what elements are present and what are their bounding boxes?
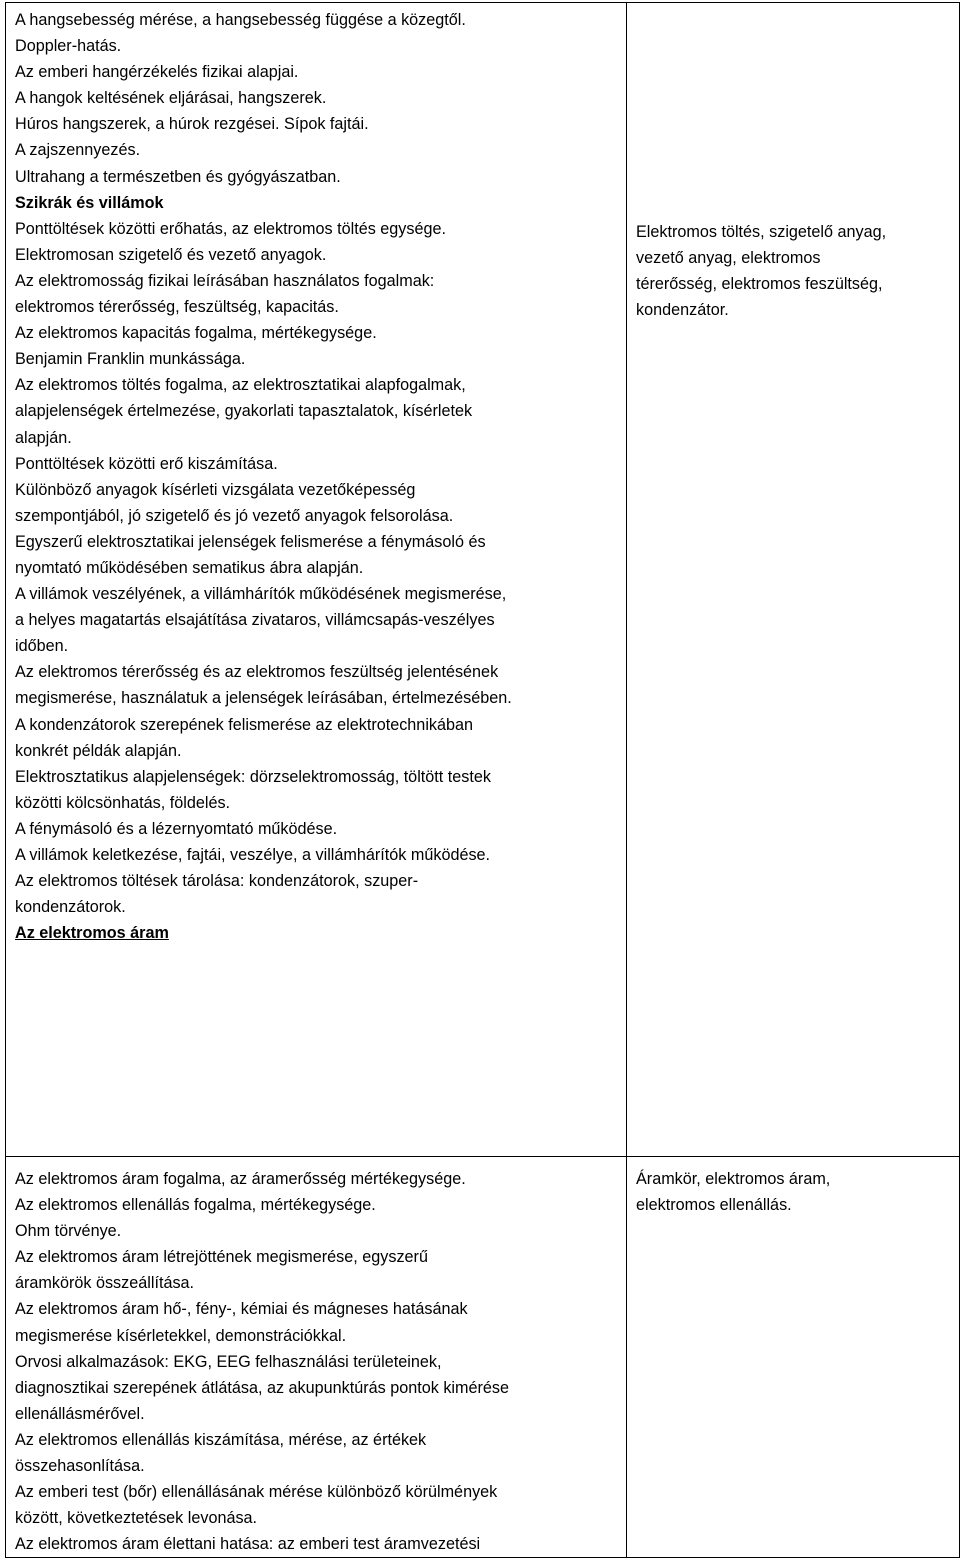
topic-line: elektromos térerősség, feszültség, kapacitás. [15,298,339,317]
topic-line: kondenzátorok. [15,898,126,917]
topic-line: Benjamin Franklin munkássága. [15,350,246,369]
topic-line: Az elektromosság fizikai leírásában használatos fogalmak: [15,271,435,290]
topic-line: megismerése kísérletekkel, demonstrációkkal. [15,1326,347,1345]
concept-line: kondenzátor. [636,301,729,320]
topic-line: Az elektromos áram létrejöttének megismerése, egyszerű [15,1248,428,1267]
topic-line: Húros hangszerek, a húrok rezgései. Sípok fajtái. [15,115,369,134]
topic-line: Ultrahang a természetben és gyógyászatban. [15,167,341,186]
topic-line: Ohm törvénye. [15,1222,122,1241]
topic-line: A villámok keletkezése, fajtái, veszélye, a villámhárítók működése. [15,846,491,864]
topic-line: időben. [15,637,69,656]
topic-line: Elektromosan szigetelő és vezető anyagok. [15,245,327,264]
topic-line: ellenállásmérővel. [15,1404,145,1423]
concept-line: elektromos ellenállás. [636,1196,792,1215]
concept-line: Áramkör, elektromos áram, [636,1170,831,1188]
concept-line: Elektromos töltés, szigetelő anyag, [636,223,887,241]
topic-line: diagnosztikai szerepének átlátása, az akupunktúrás pontok kimérése [15,1378,510,1397]
topic-line: Különböző anyagok kísérleti vizsgálata vezetőképesség [15,480,416,499]
topic-line: Az elektromos töltés fogalma, az elektrosztatikai alapfogalmak, [15,376,466,395]
topic-line: Az elektromos ellenállás kiszámítása, mérése, az értékek [15,1430,427,1449]
topic-line: A hangsebesség mérése, a hangsebesség függése a közegtől. [15,11,466,29]
topic-line: nyomtató működésében sematikus ábra alapján. [15,558,364,577]
table-row [6,3,960,1157]
topic-line: Az elektromos ellenállás fogalma, mértékegysége. [15,1196,376,1215]
topic-line: Egyszerű elektrosztatikai jelenségek felismerése a fénymásoló és [15,532,486,551]
topic-line: A zajszennyezés. [15,141,141,160]
topic-line: Az emberi hangérzékelés fizikai alapjai. [15,63,299,82]
topic-line: a helyes magatartás elsajátítása zivataros, villámcsapás-veszélyes [15,611,495,630]
topic-line: alapjelenségek értelmezése, gyakorlati tapasztalatok, kísérletek [15,402,473,421]
topic-line: közötti kölcsönhatás, földelés. [15,793,231,812]
topic-line: Az elektromos áram fogalma, az áramerősség mértékegysége. [15,1170,466,1188]
concept-line: vezető anyag, elektromos [636,249,821,268]
topic-line: Az elektromos töltések tárolása: kondenzátorok, szuper- [15,872,419,891]
concepts-cell [627,1157,960,1558]
concepts-cell [627,3,960,1157]
topic-line: Az emberi test (bőr) ellenállásának mérése különböző körülmények [15,1483,498,1502]
section-heading-current: Az elektromos áram [15,924,169,943]
topic-line: szempontjából, jó szigetelő és jó vezető anyagok felsorolása. [15,506,454,525]
topic-line: megismerése, használatuk a jelenségek leírásában, értelmezésében. [15,689,512,708]
topic-line: Ponttöltések közötti erőhatás, az elektromos töltés egysége. [15,219,447,238]
topic-line: Az elektromos áram élettani hatása: az emberi test áramvezetési [15,1535,481,1554]
topic-line: Ponttöltések közötti erő kiszámítása. [15,454,278,473]
topic-line: Az elektromos kapacitás fogalma, mértékegysége. [15,324,377,343]
topic-line: Az elektromos térerősség és az elektromos feszültség jelentésének [15,663,499,682]
concept-line: térerősség, elektromos feszültség, [636,275,883,294]
topic-line: Orvosi alkalmazások: EKG, EEG felhasználási területeinek, [15,1352,442,1371]
topic-line: A villámok veszélyének, a villámhárítók működésének megismerése, [15,585,507,604]
topic-line: alapján. [15,428,72,447]
topic-line: Elektrosztatikus alapjelenségek: dörzselektromosság, töltött testek [15,767,491,786]
section-heading-static: Szikrák és villámok [15,193,164,212]
topic-line: között, következtetések levonása. [15,1509,258,1528]
topic-line: Az elektromos áram hő-, fény-, kémiai és mágneses hatásának [15,1300,468,1319]
topic-line: áramkörök összeállítása. [15,1274,195,1293]
topic-line: A kondenzátorok szerepének felismerése az elektrotechnikában [15,715,474,734]
topic-line: A fénymásoló és a lézernyomtató működése. [15,819,338,838]
table-row [6,1157,960,1558]
topic-line: összehasonlítása. [15,1457,145,1476]
topic-line: A hangok keltésének eljárásai, hangszerek. [15,89,327,108]
topics-cell [6,1157,627,1558]
topic-line: konkrét példák alapján. [15,741,182,760]
topics-cell [6,3,627,1157]
curriculum-table [5,2,960,1558]
topic-line: Doppler-hatás. [15,37,122,56]
